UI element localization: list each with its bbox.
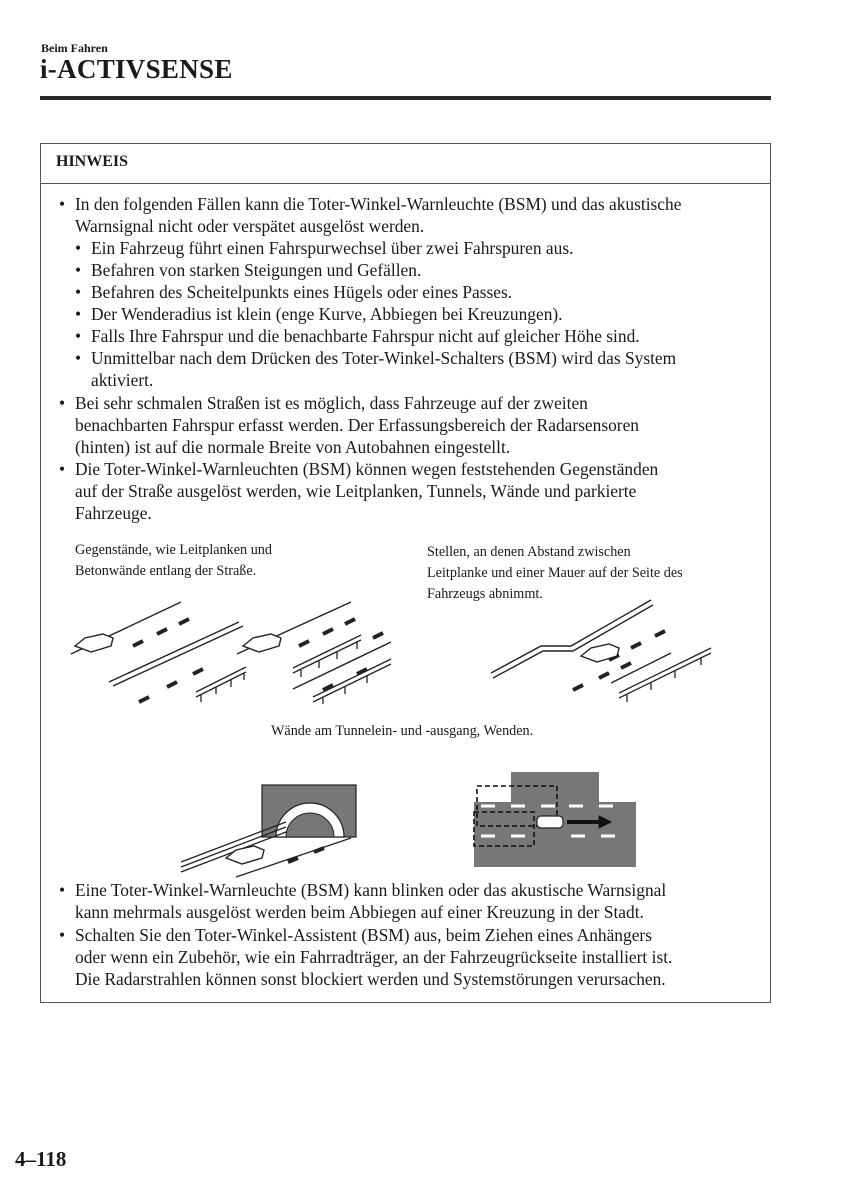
note-header — [41, 144, 770, 184]
tunnel-illustration — [176, 782, 376, 882]
text-line: Unmittelbar nach dem Drücken des Toter-Winkel-Schalters (BSM) wird das System — [91, 348, 677, 368]
caption-line: Stellen, an denen Abstand zwischen — [427, 544, 631, 560]
text-line: Bei sehr schmalen Straßen ist es möglich, dass Fahrzeuge auf der zweiten — [75, 393, 588, 413]
caption-guardrails — [75, 540, 272, 582]
bullet-dot: • — [75, 282, 82, 302]
intersection-illustration — [471, 772, 641, 872]
text-line: benachbarten Fahrspur erfasst werden. Der Erfassungsbereich der Radarsensoren — [75, 415, 639, 436]
caption-tunnel: Wände am Tunnelein- und -ausgang, Wenden. — [271, 723, 534, 739]
bullet-dot: • — [59, 194, 66, 214]
bullet-dot: • — [75, 260, 82, 280]
caption-line: Leitplanke und einer Mauer auf der Seite des — [427, 565, 683, 581]
bullet-dot: • — [59, 393, 66, 413]
text-line: Warnsignal nicht oder verspätet ausgelöst werden. — [75, 216, 425, 237]
bullet-dot: • — [59, 925, 66, 945]
sub-bullet-item — [75, 281, 765, 303]
bullet-dot: • — [59, 880, 66, 900]
sub-bullet-item — [75, 325, 765, 347]
text-line: Die Toter-Winkel-Warnleuchten (BSM) können wegen feststehenden Gegenständen — [75, 459, 659, 479]
text-line: oder wenn ein Zubehör, wie ein Fahrradträger, an der Fahrzeugrückseite installiert ist. — [75, 947, 673, 968]
text-line: Ein Fahrzeug führt einen Fahrspurwechsel über zwei Fahrspuren aus. — [91, 238, 574, 258]
page-title: i-ACTIVSENSE — [40, 54, 233, 84]
text-line: Fahrzeuge. — [75, 503, 152, 524]
text-line: Falls Ihre Fahrspur und die benachbarte Fahrspur nicht auf gleicher Höhe sind. — [91, 326, 640, 346]
bullet-dot: • — [75, 348, 82, 368]
caption-line: Betonwände entlang der Straße. — [75, 563, 257, 579]
text-line: In den folgenden Fällen kann die Toter-Winkel-Warnleuchte (BSM) und das akustische — [75, 194, 682, 214]
caption-line: Fahrzeugs abnimmt. — [427, 586, 543, 602]
bullet-dot: • — [75, 326, 82, 346]
bullet-item — [59, 458, 767, 524]
guardrail-roads-illustration — [61, 594, 401, 704]
bullet-item — [59, 392, 767, 458]
page-number: 4–118 — [15, 1147, 67, 1171]
title-rule — [40, 96, 771, 100]
text-line: auf der Straße ausgelöst werden, wie Leitplanken, Tunnels, Wände und parkierte — [75, 481, 637, 502]
bullet-item — [59, 879, 767, 923]
bullet-item — [59, 924, 767, 990]
note-heading: HINWEIS — [56, 153, 129, 170]
text-line: Schalten Sie den Toter-Winkel-Assistent (BSM) aus, beim Ziehen eines Anhängers — [75, 925, 652, 945]
sub-bullet-item — [75, 347, 765, 391]
narrowing-wall-illustration — [481, 598, 731, 708]
caption-line: Gegenstände, wie Leitplanken und — [75, 542, 272, 558]
bullet-dot: • — [75, 238, 82, 258]
text-line: Die Radarstrahlen können sonst blockiert werden und Systemstörungen verursachen. — [75, 969, 666, 990]
caption-narrowing — [427, 542, 683, 605]
sub-bullet-item — [75, 237, 765, 259]
bullet-item — [59, 193, 767, 237]
text-line: Der Wenderadius ist klein (enge Kurve, Abbiegen bei Kreuzungen). — [91, 304, 563, 324]
text-line: Befahren von starken Steigungen und Gefällen. — [91, 260, 422, 280]
text-line: Befahren des Scheitelpunkts eines Hügels oder eines Passes. — [91, 282, 513, 302]
sub-bullet-item — [75, 303, 765, 325]
bullet-dot: • — [75, 304, 82, 324]
sub-bullet-item — [75, 259, 765, 281]
text-line: kann mehrmals ausgelöst werden beim Abbiegen auf einer Kreuzung in der Stadt. — [75, 902, 644, 923]
text-line: (hinten) ist auf die normale Breite von Autobahnen eingestellt. — [75, 437, 511, 458]
bullet-dot: • — [59, 459, 66, 479]
text-line: Eine Toter-Winkel-Warnleuchte (BSM) kann blinken oder das akustische Warnsignal — [75, 880, 667, 900]
section-label: Beim Fahren — [41, 41, 108, 55]
note-box — [40, 143, 771, 1003]
text-line: aktiviert. — [91, 370, 154, 391]
